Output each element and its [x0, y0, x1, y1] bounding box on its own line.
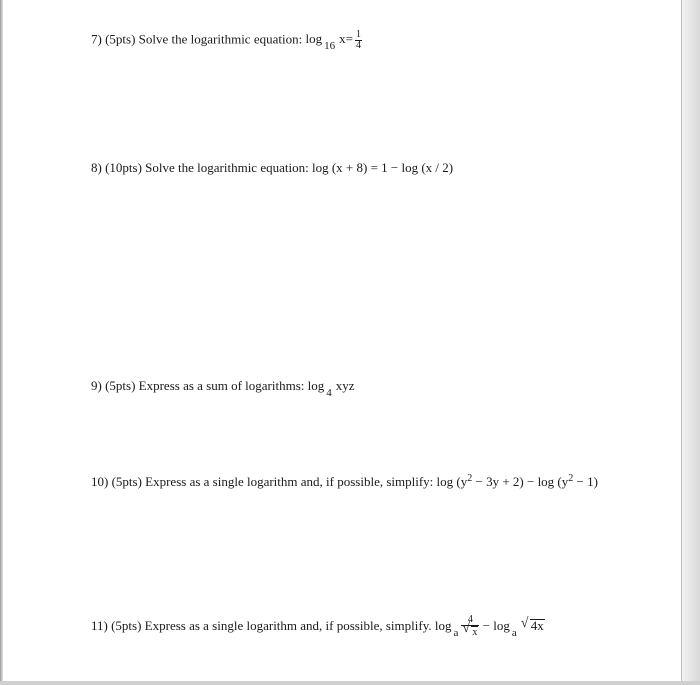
square-root: √ 4x	[520, 615, 544, 633]
question-11-expression: log $_a$ 4 √ x − log $_a$ √ 4x	[434, 614, 544, 639]
page-edge-bottom	[0, 681, 700, 685]
question-8-label: 8) (10pts) Solve the logarithmic equation:	[91, 160, 309, 175]
fraction: 4 √ x	[462, 614, 478, 638]
question-11	[91, 615, 545, 639]
fraction: $\frac{1}{4}$	[355, 29, 361, 51]
question-8-equation: log (x + 8) = 1 − log (x / 2)	[311, 160, 454, 175]
question-10-expression: $\log (y^2 - 3y + 2) - \log (y^2 - 1)$	[436, 473, 598, 489]
question-11-label: 11) (5pts) Express as a single logarithm and, if possible, simplify.	[91, 617, 432, 633]
question-8	[91, 160, 453, 176]
square-root: √ x	[462, 621, 478, 638]
question-7	[91, 30, 362, 51]
question-10-label: 10) (5pts) Express as a single logarithm and, if possible, simplify:	[91, 474, 434, 489]
page-edge-left	[0, 0, 3, 685]
question-9-label: 9) (5pts) Express as a sum of logarithms:	[91, 378, 305, 393]
page-edge-right	[681, 0, 700, 685]
question-9	[91, 378, 355, 399]
question-7-label: 7) (5pts) Solve the logarithmic equation:	[91, 31, 303, 47]
question-10	[91, 474, 598, 492]
question-9-expression: log $_4$ xyz	[307, 378, 355, 399]
question-7-equation: log $_{16}$ x= $\frac{1}{4}$	[305, 29, 361, 53]
